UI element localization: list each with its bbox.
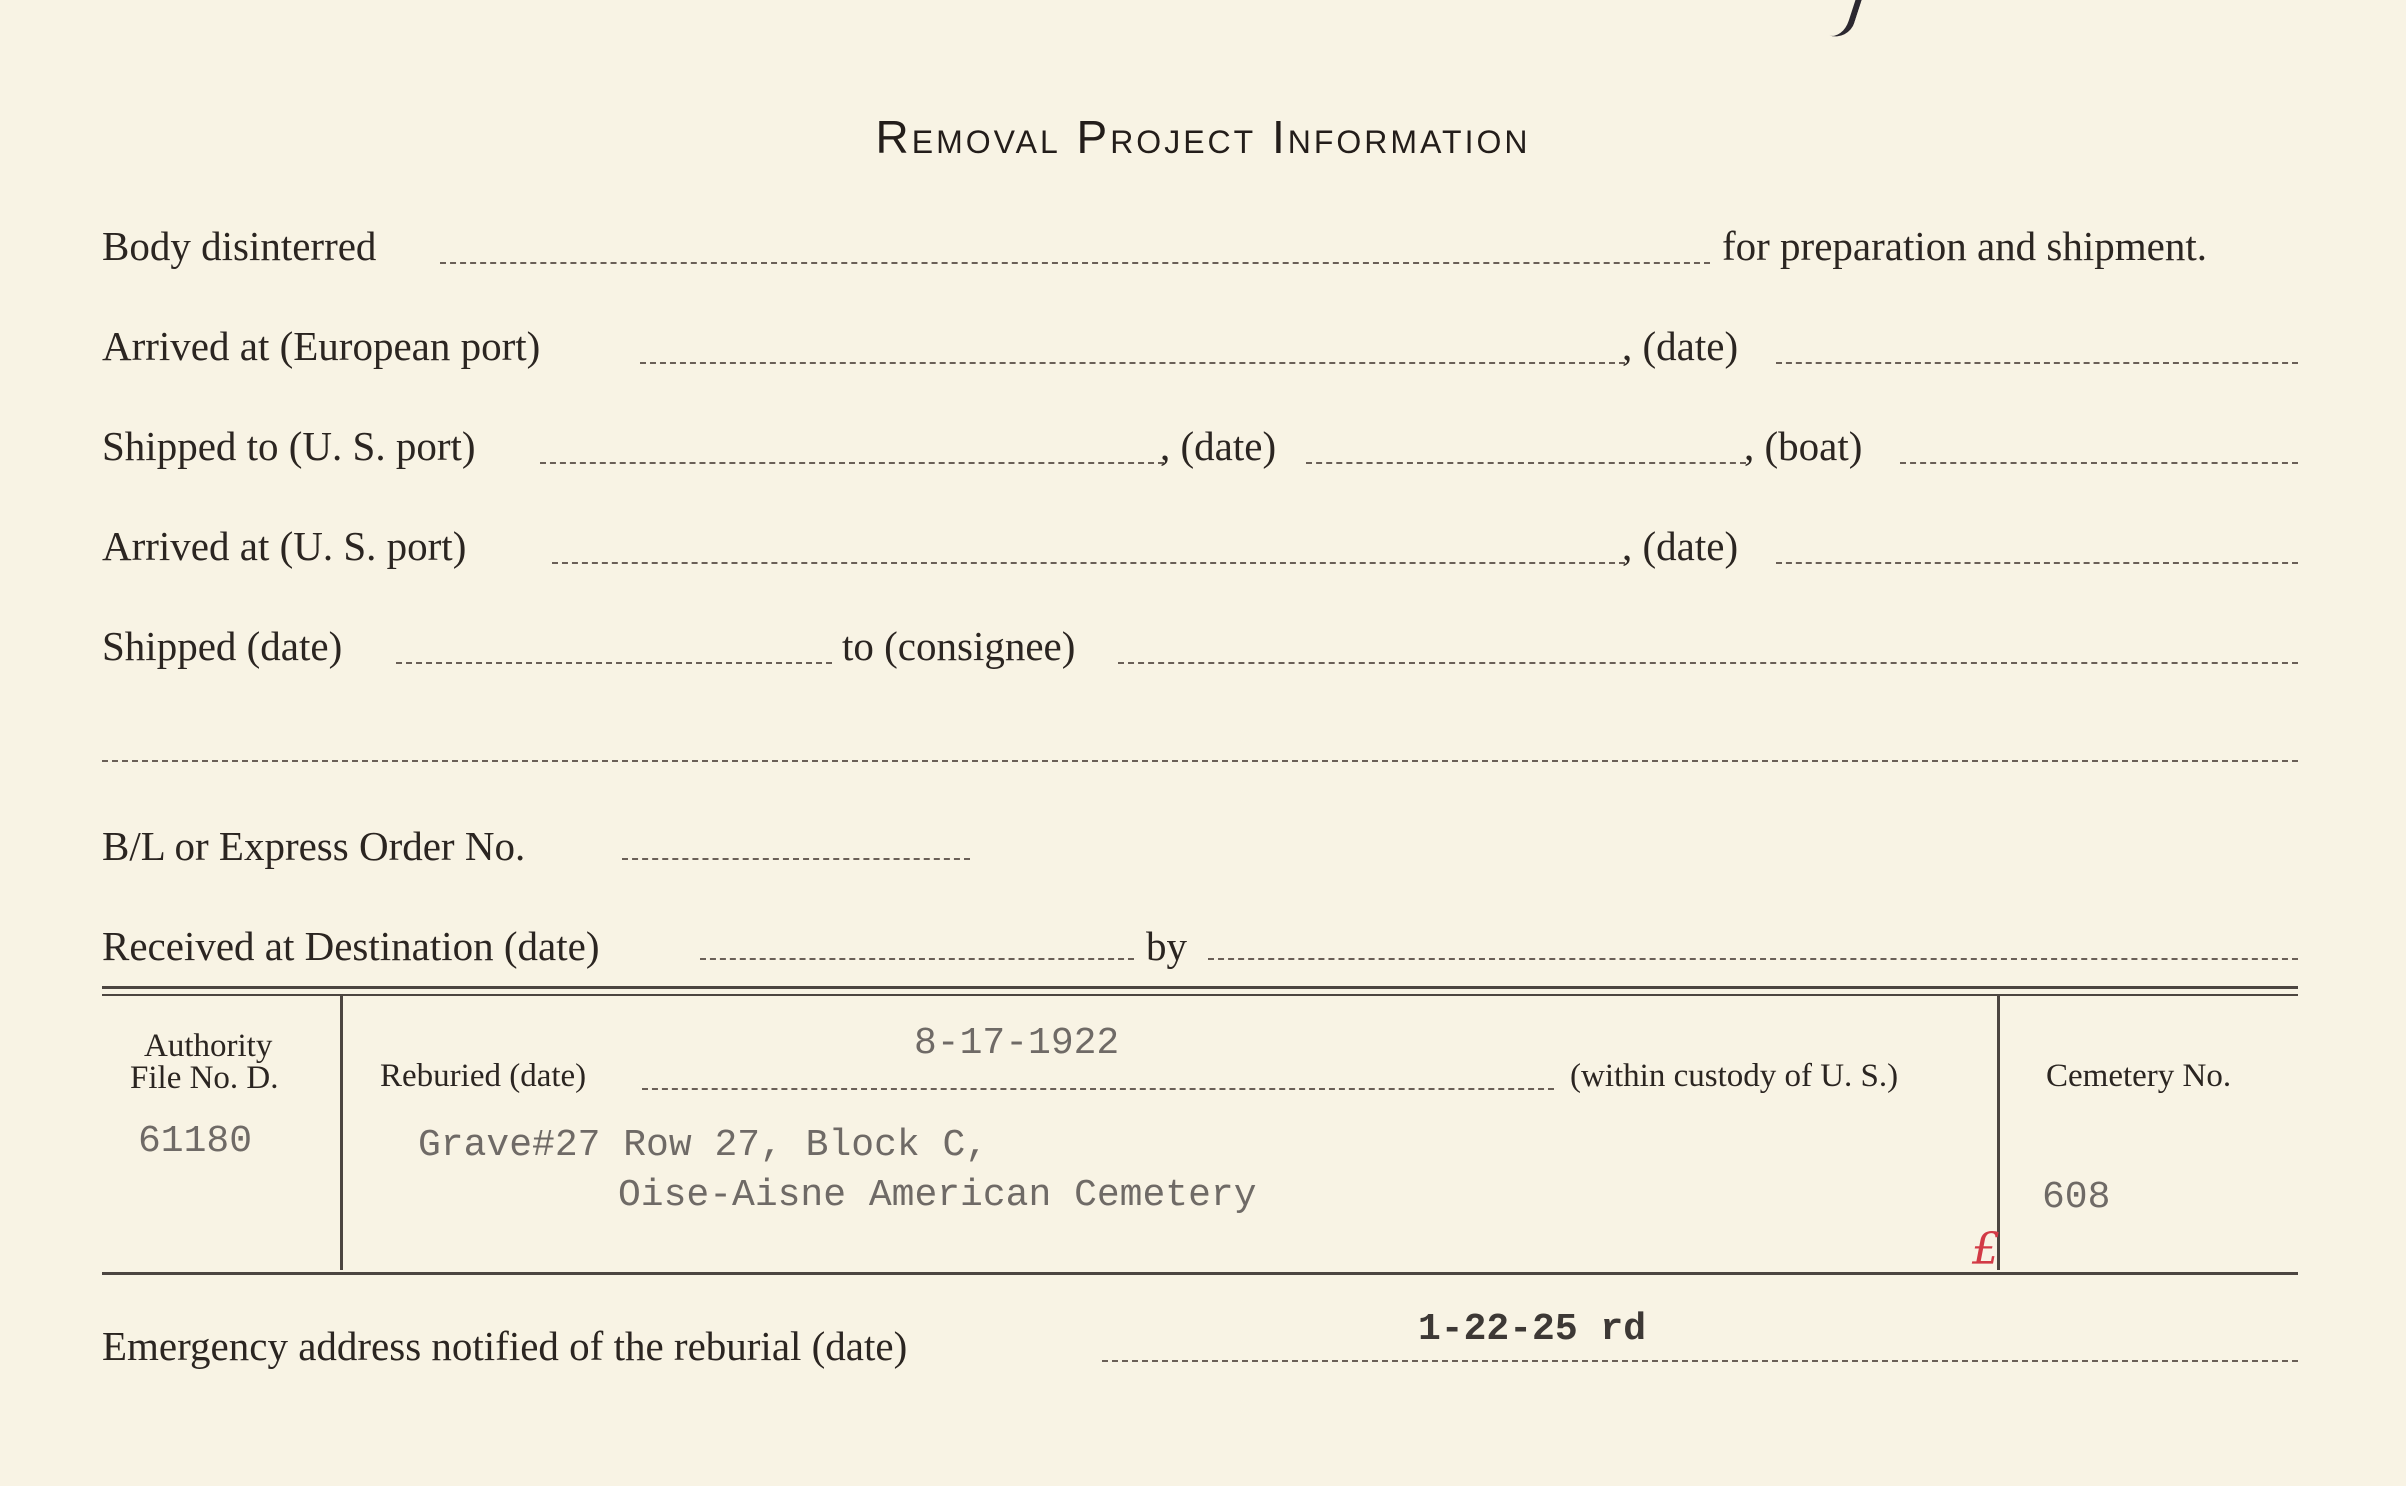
form-title: Removal Project Information: [875, 111, 1531, 163]
label-shipped-to-us-port: Shipped to (U. S. port): [102, 423, 476, 469]
label-body-disinterred: Body disinterred: [102, 223, 377, 269]
label-shipped-date: Shipped (date): [102, 623, 343, 669]
label-arrived-european-port: Arrived at (European port): [102, 323, 541, 369]
value-reburied-date: 8-17-1922: [914, 1022, 1120, 1065]
value-emergency-date: 1-22-25 rd: [1418, 1308, 1647, 1351]
box-bottom-rule: [102, 1272, 2298, 1275]
field-shipped-date: [396, 662, 832, 664]
label-by: by: [1146, 923, 1187, 969]
label-date-2: , (date): [1160, 423, 1277, 469]
field-boat: [1900, 462, 2298, 464]
field-date-2: [1306, 462, 1746, 464]
field-reburied-date: [642, 1088, 1554, 1090]
field-european-port: [640, 362, 1625, 364]
box-top-rule: [102, 986, 2298, 989]
label-boat: , (boat): [1744, 423, 1863, 469]
field-arrived-us-port: [552, 562, 1625, 564]
label-to-consignee: to (consignee): [842, 623, 1076, 669]
field-date-3: [1776, 562, 2298, 564]
value-cemetery-no: 608: [2042, 1176, 2111, 1219]
label-date-1: , (date): [1622, 323, 1739, 369]
value-file-no: 61180: [138, 1120, 253, 1163]
field-consignee: [1118, 662, 2298, 664]
field-emergency-date: [1102, 1360, 2298, 1362]
field-body-disinterred: [440, 262, 1710, 264]
label-bl-order-no: B/L or Express Order No.: [102, 823, 526, 869]
field-date-1: [1776, 362, 2298, 364]
label-reburied-date: Reburied (date): [380, 1058, 587, 1094]
red-check-mark: £: [1972, 1224, 2000, 1275]
value-grave-line-1: Grave#27 Row 27, Block C,: [418, 1124, 989, 1167]
label-received-destination: Received at Destination (date): [102, 923, 600, 969]
label-file-no: File No. D.: [130, 1060, 279, 1096]
label-date-3: , (date): [1622, 523, 1739, 569]
field-bl-order-no: [622, 858, 970, 860]
label-within-custody: (within custody of U. S.): [1570, 1058, 1899, 1094]
pencil-mark: [1829, 0, 1867, 42]
label-arrived-us-port: Arrived at (U. S. port): [102, 523, 467, 569]
label-emergency-address: Emergency address notified of the reburial (date): [102, 1323, 908, 1369]
label-cemetery-no: Cemetery No.: [2046, 1058, 2232, 1094]
field-us-port: [540, 462, 1164, 464]
field-received-date: [700, 958, 1134, 960]
value-grave-line-2: Oise-Aisne American Cemetery: [618, 1174, 1257, 1217]
label-for-preparation: for preparation and shipment.: [1722, 223, 2208, 269]
label-authority: Authority: [144, 1028, 273, 1064]
field-received-by: [1208, 958, 2298, 960]
field-consignee-continued: [102, 760, 2298, 762]
box-top-rule-2: [102, 994, 2298, 996]
box-divider-left: [340, 996, 343, 1270]
